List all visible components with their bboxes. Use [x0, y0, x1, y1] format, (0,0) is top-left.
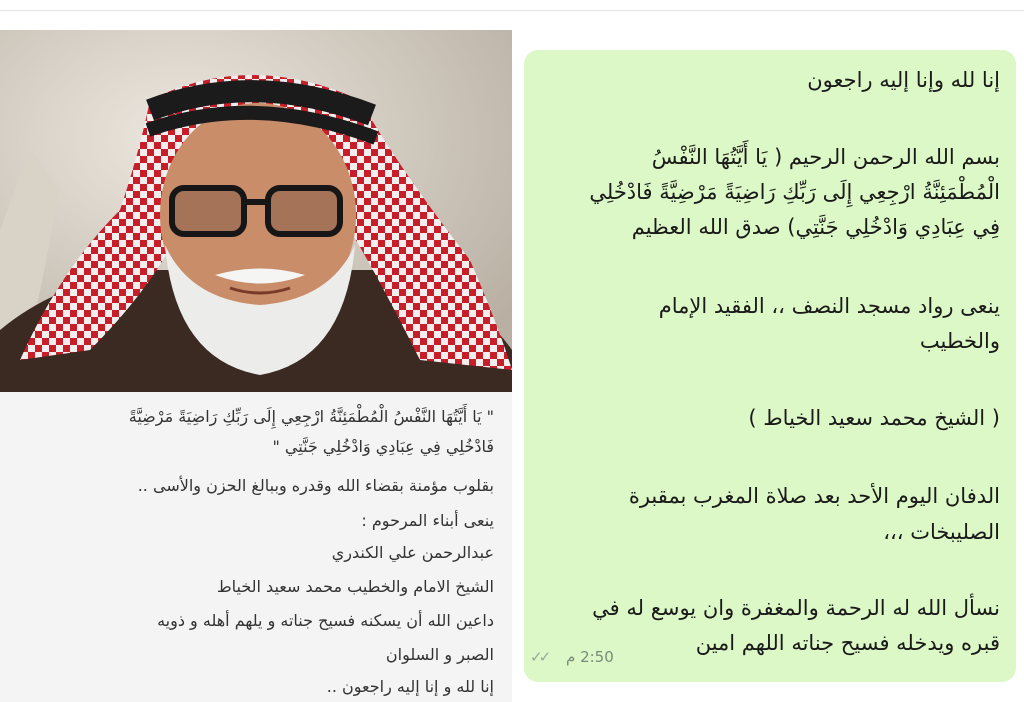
read-receipt-icon: ✓✓: [530, 648, 548, 666]
portrait-photo: [0, 30, 512, 392]
message-time: 2:50 م: [566, 648, 614, 666]
caption-verse-line-2: فَادْخُلِي فِي عِبَادِي وَادْخُلِي جَنَّتِي ": [272, 437, 494, 456]
caption-line: إنا لله و إنا إليه راجعون ..: [326, 677, 494, 696]
message-line: بسم الله الرحمن الرحيم ( يَا أَيَّتُهَا النَّفْسُ: [651, 145, 1000, 169]
message-line: الدفان اليوم الأحد بعد صلاة المغرب بمقبرة: [628, 484, 1000, 508]
message-line: الصليبخات ،،،: [883, 520, 1000, 544]
obituary-caption: [0, 392, 512, 702]
portrait-image: [0, 30, 512, 392]
message-line: إنا لله وإنا إليه راجعون: [807, 68, 1000, 92]
caption-line: بقلوب مؤمنة بقضاء الله وقدره وببالغ الحزن والأسى ..: [137, 476, 494, 495]
message-line: نسأل الله له الرحمة والمغفرة وان يوسع له في: [592, 596, 1000, 620]
caption-line: الصبر و السلوان: [385, 645, 494, 664]
message-line: ينعى رواد مسجد النصف ،، الفقيد الإمام: [658, 294, 1000, 318]
message-line: فِي عِبَادِي وَادْخُلِي جَنَّتِي) صدق الله العظيم: [631, 215, 1000, 239]
message-line: الْمُطْمَئِنَّةُ ارْجِعِي إِلَى رَبِّكِ رَاضِيَةً مَرْضِيَّةً فَادْخُلِي: [589, 180, 1000, 204]
message-line: قبره ويدخله فسيح جناته اللهم امين: [695, 631, 1000, 655]
top-divider: [0, 10, 1024, 11]
caption-line: عبدالرحمن علي الكندري: [331, 543, 494, 562]
message-line: ( الشيخ محمد سعيد الخياط ): [748, 406, 1000, 430]
caption-line: ينعى أبناء المرحوم :: [361, 511, 494, 530]
message-meta: [530, 648, 650, 670]
caption-verse-line-1: " يَا أَيَّتُهَا النَّفْسُ الْمُطْمَئِنَّةُ ارْجِعِي إِلَى رَبِّكِ رَاضِيَةً مَرْضِيَّةً: [128, 407, 494, 426]
caption-line: داعين الله أن يسكنه فسيح جناته و يلهم أهله و ذويه: [157, 611, 494, 630]
message-line: والخطيب: [919, 329, 1000, 353]
caption-line: الشيخ الامام والخطيب محمد سعيد الخياط: [216, 577, 494, 596]
message-bubble[interactable]: [524, 50, 1016, 682]
message-text: [524, 50, 1016, 682]
